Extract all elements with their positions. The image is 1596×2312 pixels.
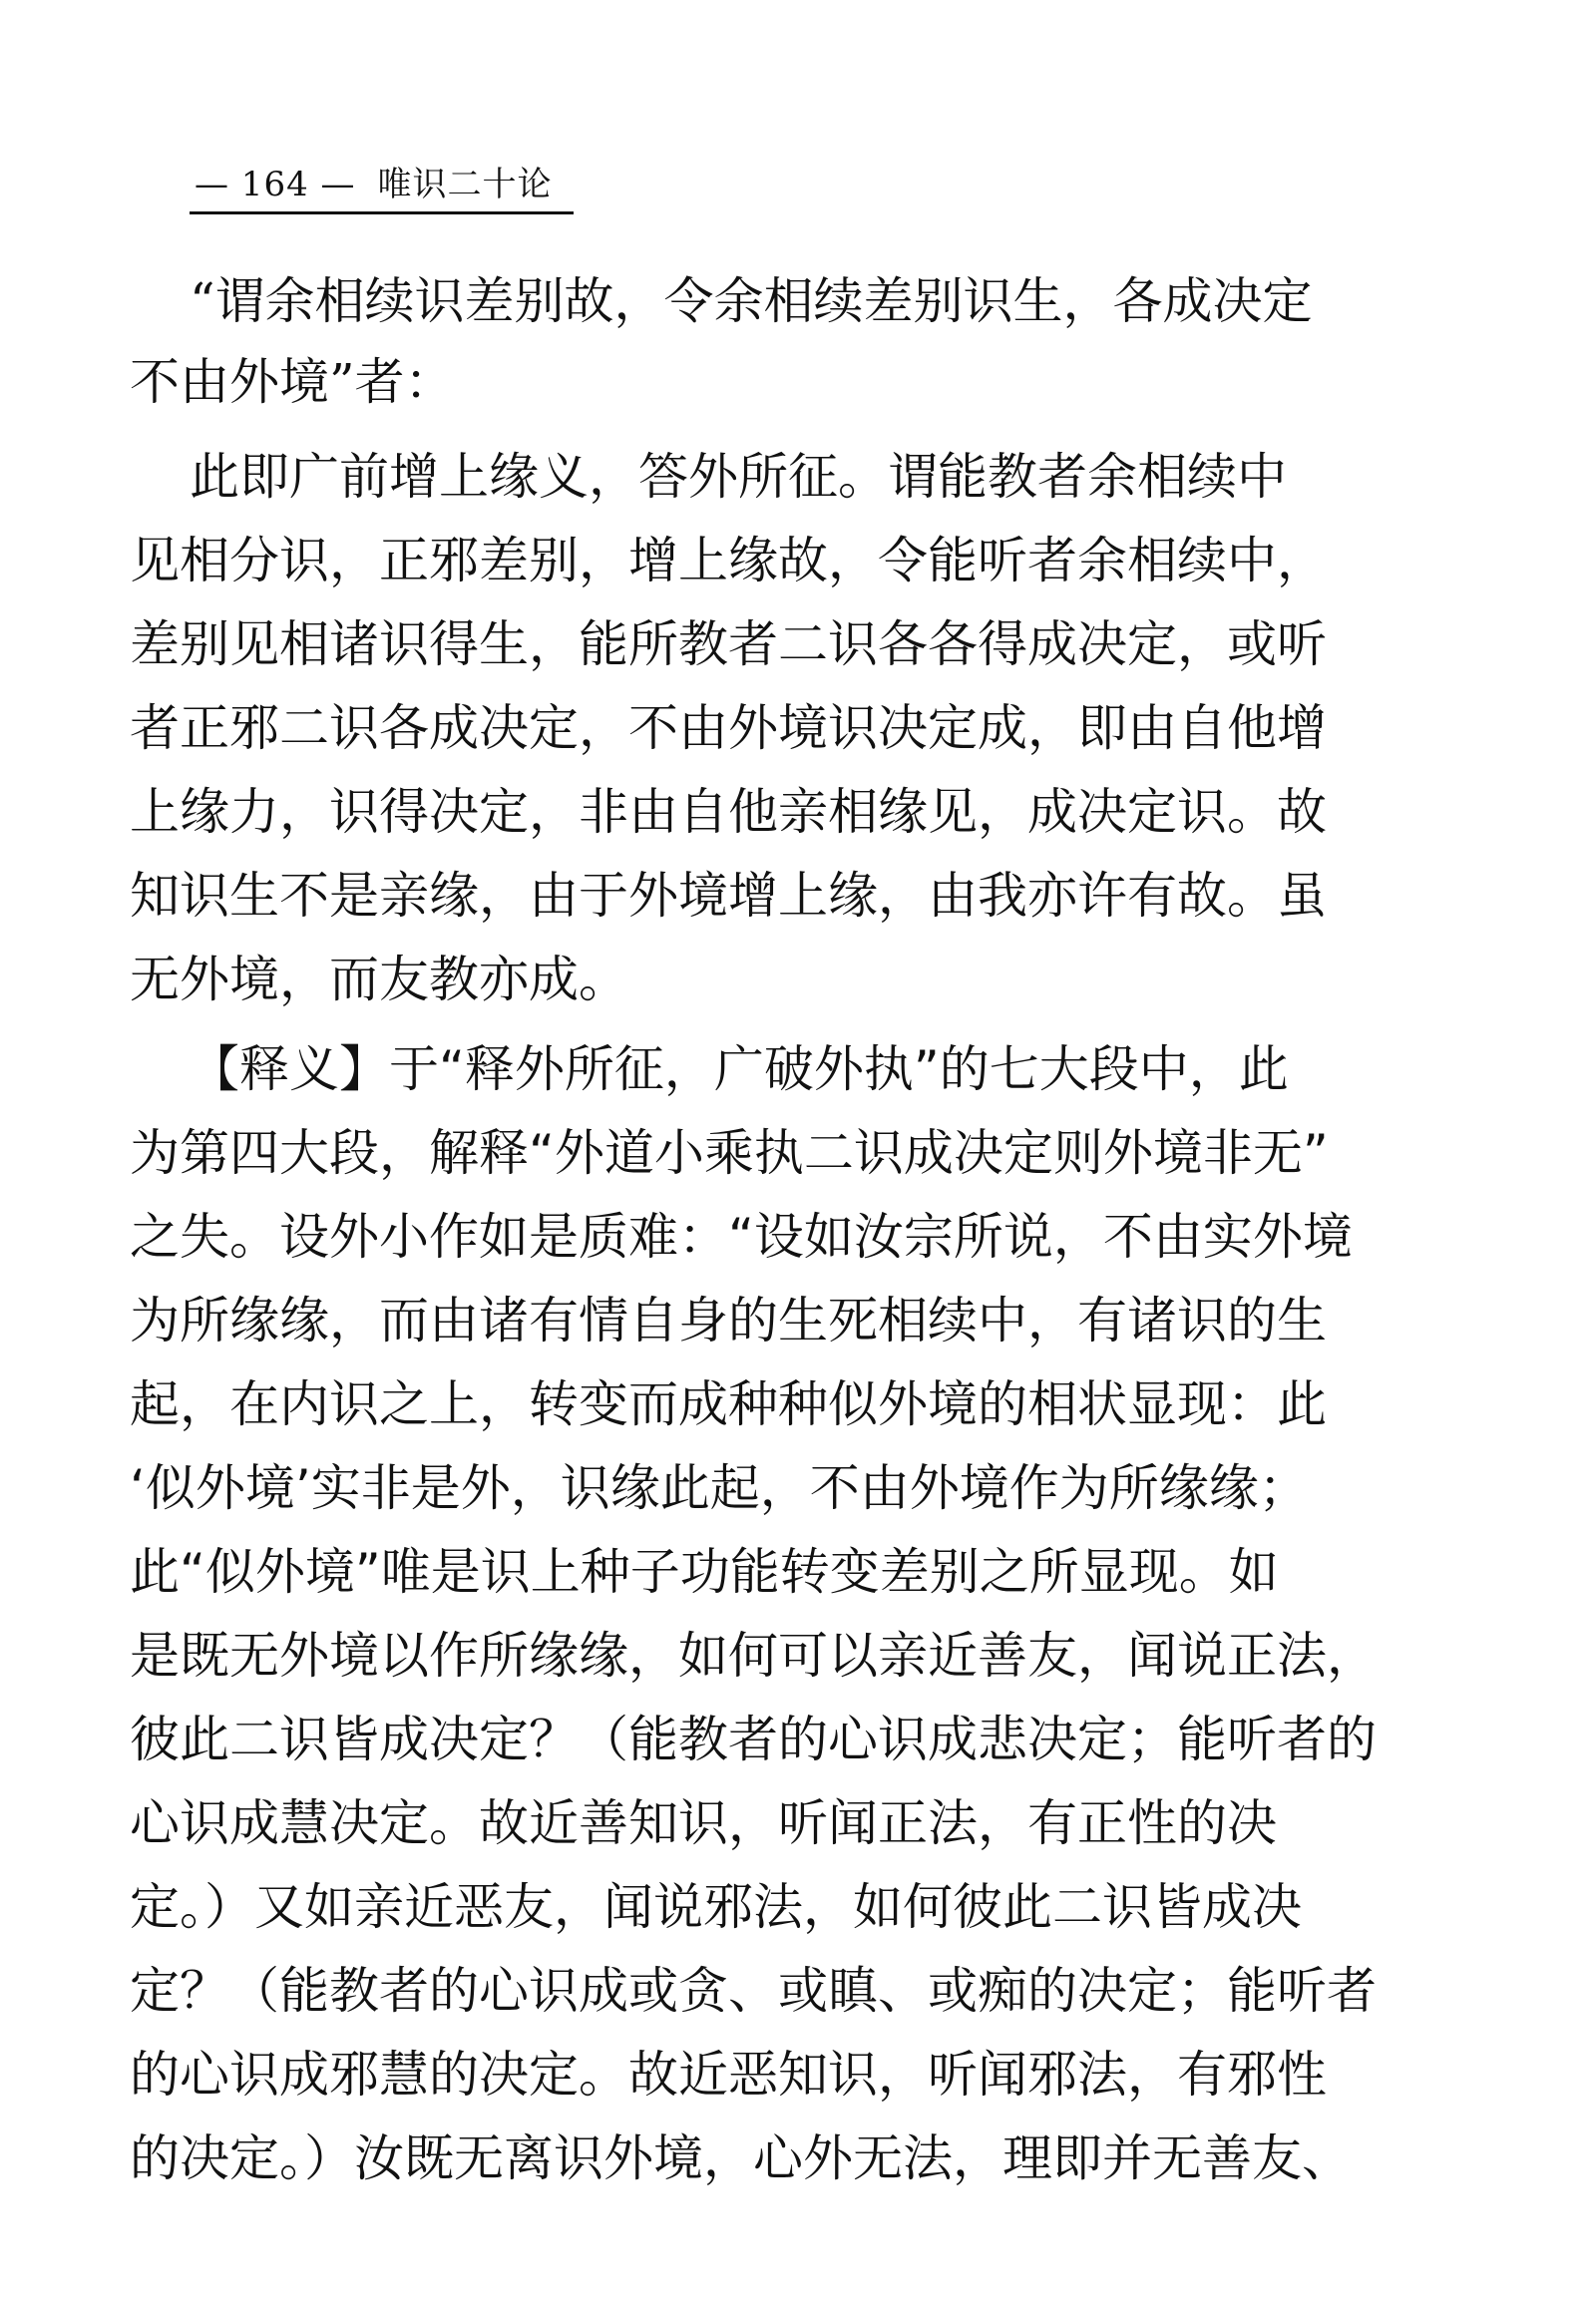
text-line: 的心识成邪慧的决定。故近恶知识，听闻邪法，有邪性: [130, 2046, 1327, 2104]
text-line: 为第四大段，解释“外道小乘执二识成决定则外境非无”: [130, 1124, 1329, 1182]
text-line: 定？（能教者的心识成或贪、或瞋、或痴的决定；能听者: [130, 1962, 1377, 2020]
text-line: “谓余相续识差别故，令余相续差别识生，各成决定: [190, 272, 1313, 330]
text-line: 此即广前增上缘义，答外所征。谓能教者余相续中: [190, 448, 1287, 506]
book-title: 唯识二十论: [377, 165, 553, 204]
text-line: 定。）又如亲近恶友，闻说邪法，如何彼此二识皆成决: [130, 1878, 1302, 1936]
text-line: 心识成慧决定。故近善知识，听闻正法，有正性的决: [130, 1794, 1277, 1852]
text-line: 差别见相诸识得生，能所教者二识各各得成决定，或听: [130, 615, 1327, 673]
text-line: 之失。设外小作如是质难：“设如汝宗所说，不由实外境: [130, 1208, 1353, 1266]
text-line: 者正邪二识各成决定，不由外境识决定成，即由自他增: [130, 699, 1327, 757]
text-line: 见相分识，正邪差别，增上缘故，令能听者余相续中，: [130, 532, 1327, 589]
text-line: 起，在内识之上，转变而成种种似外境的相状显现：此: [130, 1375, 1327, 1433]
text-line: 的决定。）汝既无离识外境，心外无法，理即并无善友、: [130, 2129, 1352, 2187]
text-line: 【释义】于“释外所征，广破外执”的七大段中，此: [190, 1040, 1289, 1098]
header-rule: [190, 211, 574, 214]
text-line: 此“似外境”唯是识上种子功能转变差别之所显现。如: [130, 1543, 1279, 1601]
text-line: 上缘力，识得决定，非由自他亲相缘见，成决定识。故: [130, 783, 1327, 841]
text-line: 无外境，而友教亦成。: [130, 951, 628, 1008]
running-header: [195, 160, 574, 209]
text-line: 为所缘缘，而由诸有情自身的生死相续中，有诸识的生: [130, 1292, 1327, 1349]
text-line: 知识生不是亲缘，由于外境增上缘，由我亦许有故。虽: [130, 867, 1327, 925]
text-line: ‘似外境’实非是外，识缘此起，不由外境作为所缘缘；: [130, 1459, 1309, 1517]
text-line: 不由外境”者：: [130, 353, 455, 411]
text-line: 是既无外境以作所缘缘，如何可以亲近善友，闻说正法，: [130, 1627, 1377, 1685]
page-number: — 164 —: [195, 165, 356, 204]
text-line: 彼此二识皆成决定？（能教者的心识成悲决定；能听者的: [130, 1711, 1377, 1768]
